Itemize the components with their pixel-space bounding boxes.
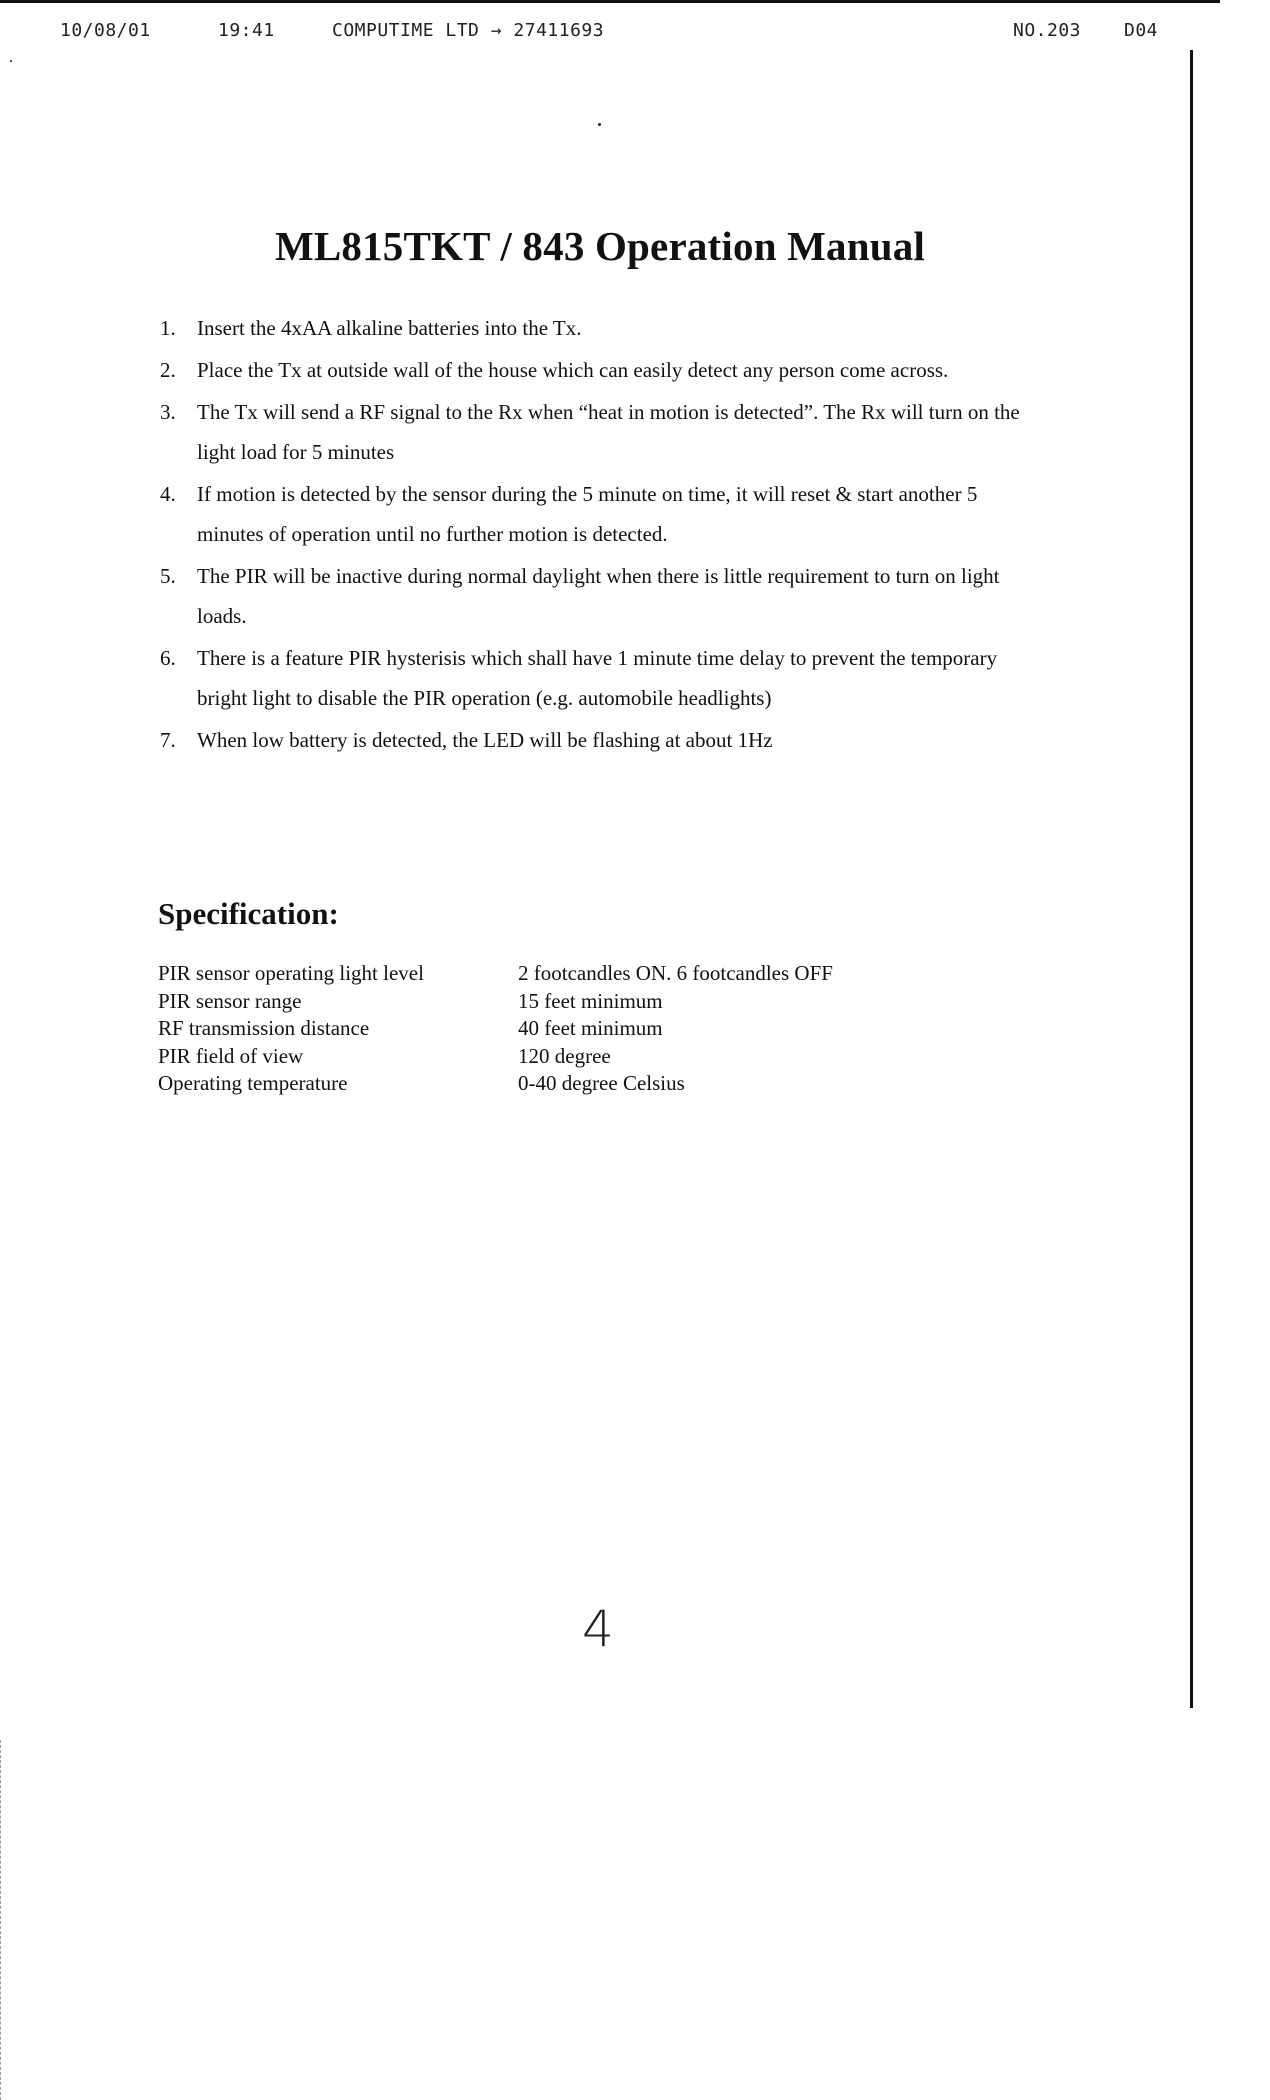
spec-label: Operating temperature xyxy=(158,1071,348,1095)
step-text: The Tx will send a RF signal to the Rx when “heat in motion is detected”. The Rx will turn on the light load for 5 minutes xyxy=(197,400,1020,464)
step-number: 5. xyxy=(160,564,176,588)
top-border-rule xyxy=(0,0,1220,3)
fax-date: 10/08/01 xyxy=(60,20,151,41)
step-number: 4. xyxy=(160,482,176,506)
step-number: 7. xyxy=(160,728,176,752)
list-item xyxy=(160,308,1020,348)
scan-speck xyxy=(598,123,601,126)
step-number: 3. xyxy=(160,400,176,424)
document-title: ML815TKT / 843 Operation Manual xyxy=(274,223,926,269)
spec-label: PIR sensor range xyxy=(158,988,302,1013)
specification-table xyxy=(158,960,1058,1098)
spec-value: 40 feet minimum xyxy=(518,1016,663,1040)
specification-heading: Specification: xyxy=(158,896,339,931)
spec-value: 120 degree xyxy=(518,1043,611,1068)
fax-number: NO.203 xyxy=(1013,20,1082,41)
step-text: When low battery is detected, the LED will be flashing at about 1Hz xyxy=(197,728,773,752)
step-text: The PIR will be inactive during normal daylight when there is little requirement to turn on light loads. xyxy=(197,564,1000,628)
list-item xyxy=(160,638,1020,718)
step-text: There is a feature PIR hysterisis which shall have 1 minute time delay to prevent the temporary bright light to disable the PIR operation (e.g. automobile headlights) xyxy=(197,646,998,710)
step-text: Insert the 4xAA alkaline batteries into the Tx. xyxy=(197,316,582,340)
spec-label: PIR field of view xyxy=(158,1043,304,1068)
step-number: 2. xyxy=(160,358,176,382)
spec-value: 2 footcandles ON. 6 footcandles OFF xyxy=(518,961,833,985)
step-text: Place the Tx at outside wall of the house which can easily detect any person come across. xyxy=(197,358,949,382)
handwritten-page-number: 4 xyxy=(582,1600,614,1658)
list-item xyxy=(160,720,1020,760)
fax-page: D04 xyxy=(1124,20,1159,41)
fax-sender: COMPUTIME LTD → 27411693 xyxy=(332,20,605,41)
spec-label: RF transmission distance xyxy=(158,1016,370,1040)
step-number: 6. xyxy=(160,646,176,670)
table-row xyxy=(158,1015,1058,1043)
table-row xyxy=(158,960,1058,988)
table-row xyxy=(158,988,1058,1016)
right-margin-rule xyxy=(1190,50,1193,1708)
spec-value: 15 feet minimum xyxy=(518,988,663,1013)
spec-label: PIR sensor operating light level xyxy=(158,961,424,985)
spec-value: 0-40 degree Celsius xyxy=(518,1071,685,1095)
table-row xyxy=(158,1043,1058,1071)
fax-transmission-header xyxy=(0,20,1270,50)
operation-steps-list xyxy=(160,308,1020,762)
table-row xyxy=(158,1070,1058,1098)
fax-time: 19:41 xyxy=(218,20,275,41)
step-number: 1. xyxy=(160,316,176,340)
list-item xyxy=(160,556,1020,636)
step-text: If motion is detected by the sensor during the 5 minute on time, it will reset & start another 5 minutes of operation until no further motion is detected. xyxy=(197,482,978,546)
left-scan-edge xyxy=(0,1740,2,2100)
list-item xyxy=(160,350,1020,390)
scan-speck xyxy=(10,60,12,62)
list-item xyxy=(160,392,1020,472)
list-item xyxy=(160,474,1020,554)
